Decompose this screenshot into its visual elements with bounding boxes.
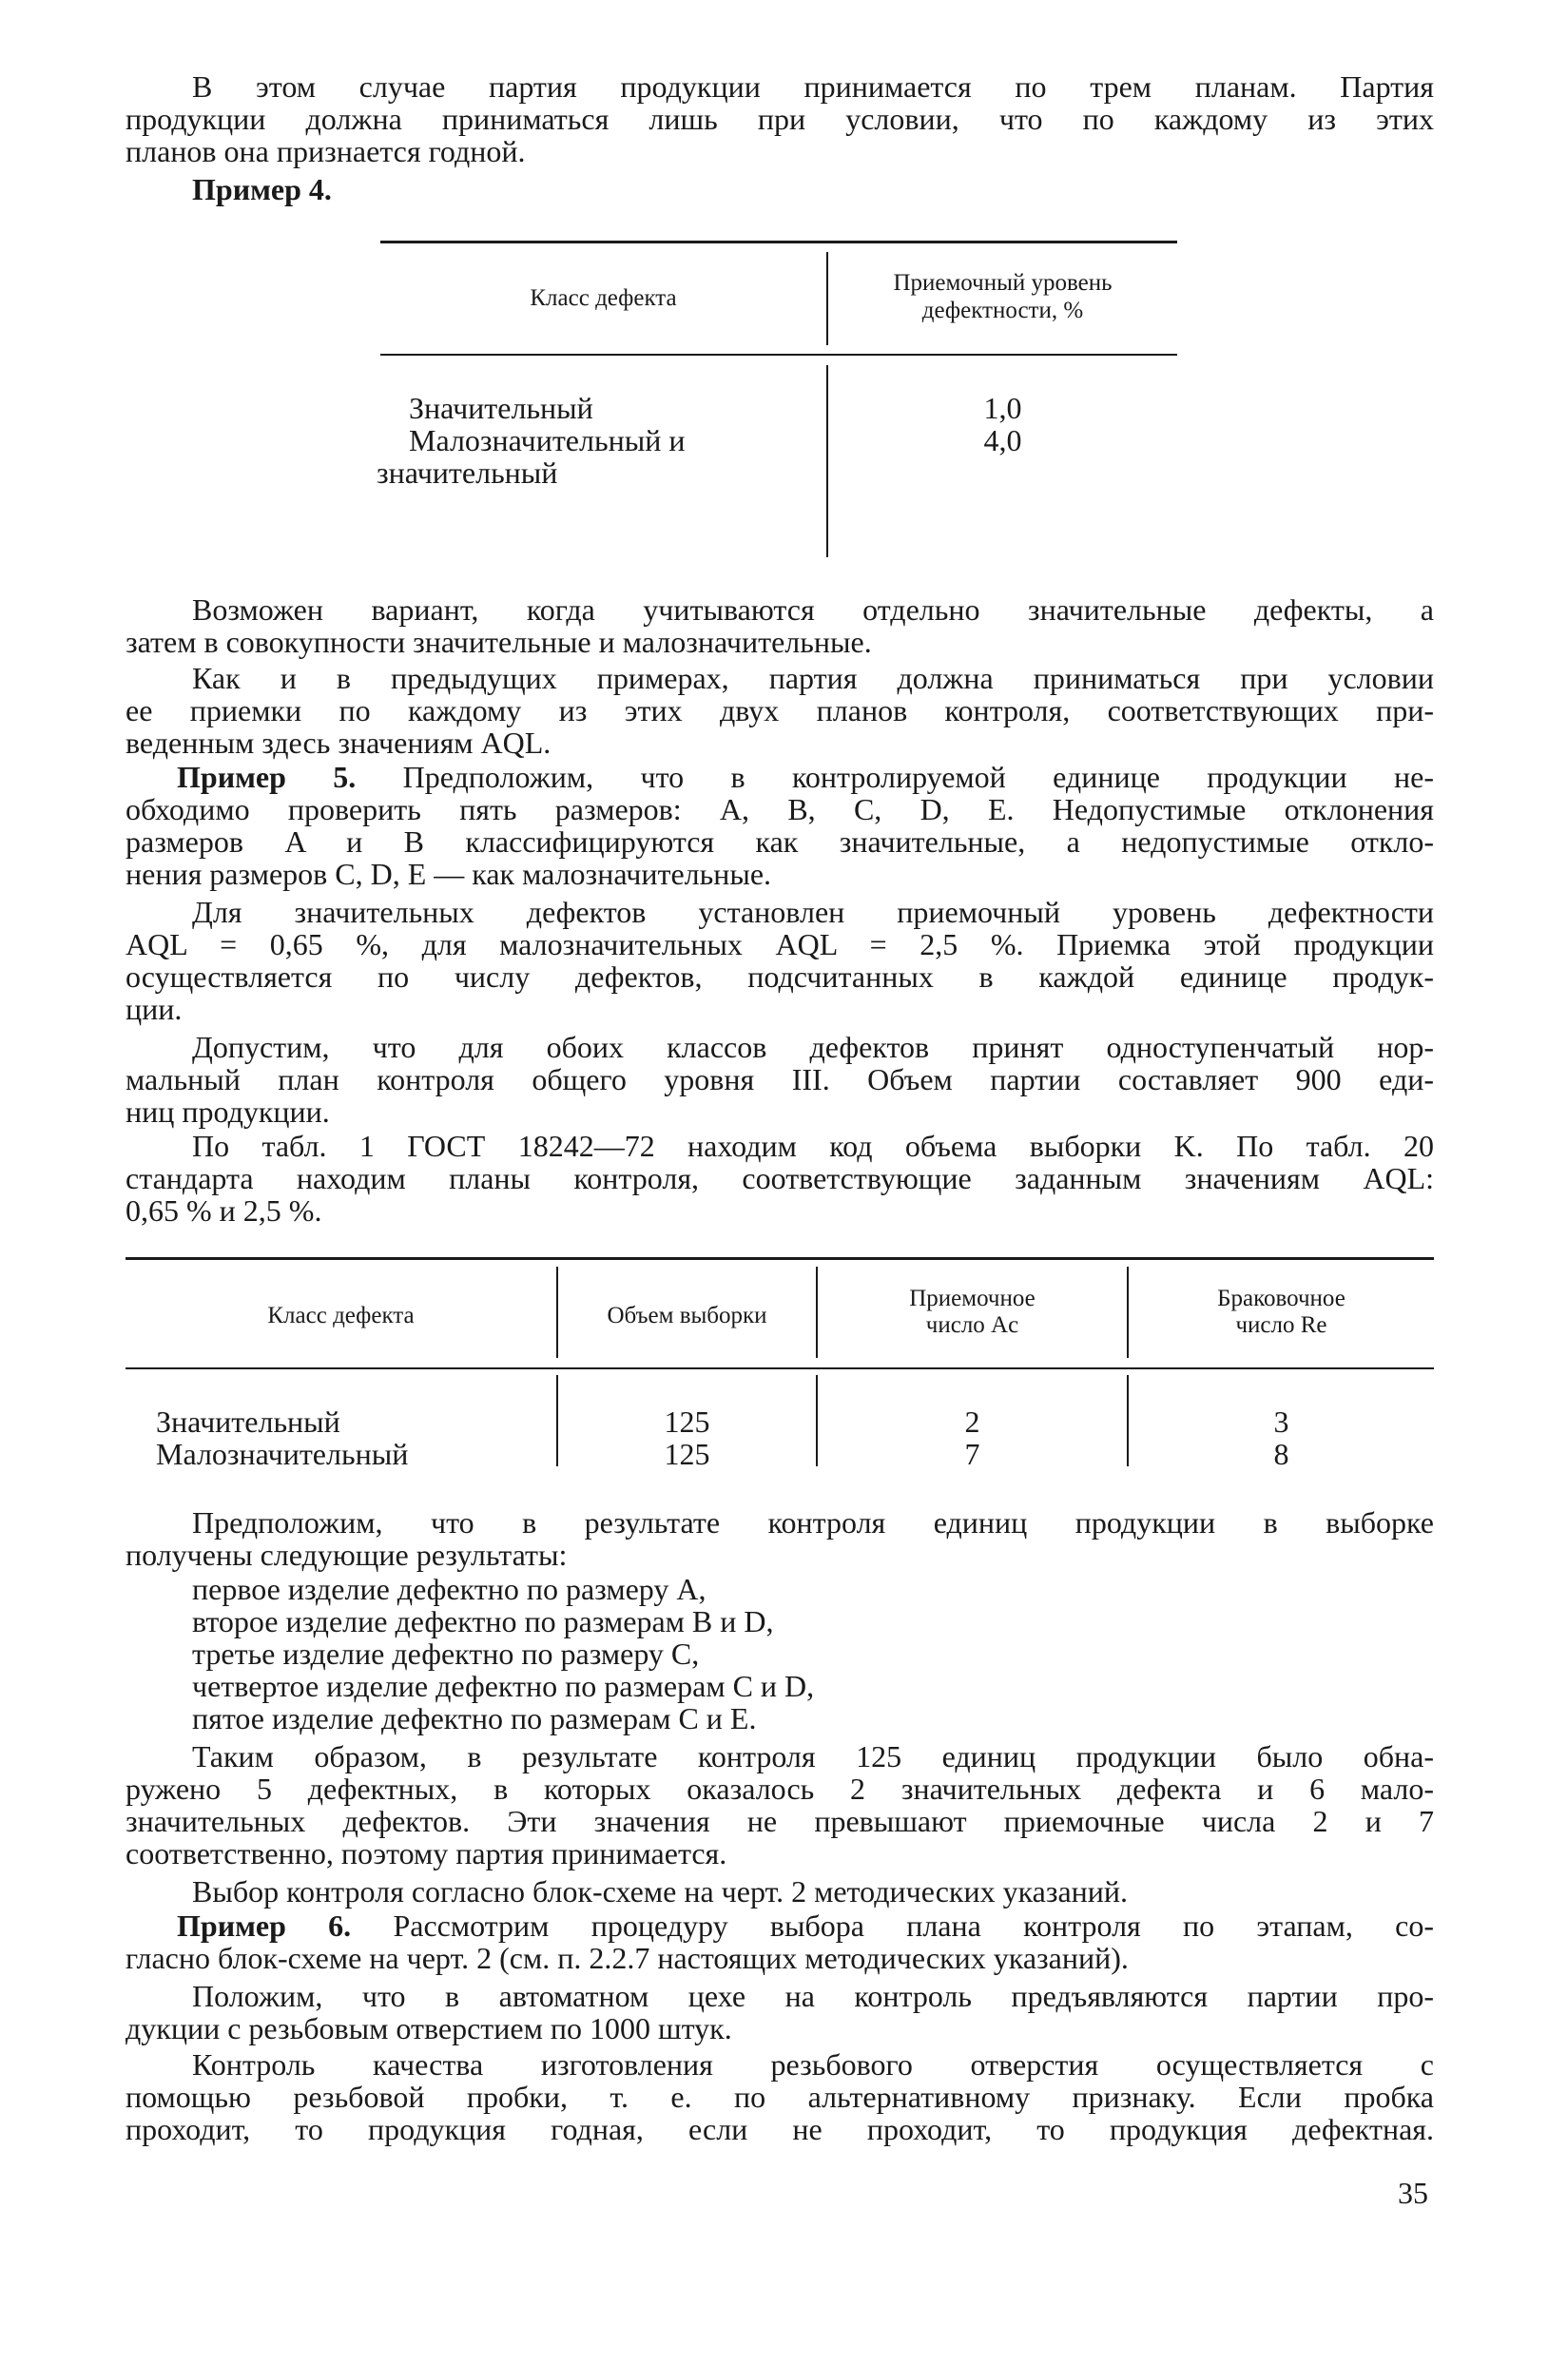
table2-header-rule [126,1367,1434,1369]
table2-row-re: 8 [1273,1437,1289,1471]
table1-row-class: Малозначительный и [409,423,686,457]
table1-row-class: значительный [377,455,558,490]
table2-row-ac: 2 [964,1405,980,1439]
table2-row-ac: 7 [964,1437,980,1471]
table1-header-level-1: Приемочный уровень [893,270,1113,296]
para-i-line-1: Положим, что в автоматном цехе на контроль предъявляются партии про- [192,1979,1434,2013]
intro-line-1: В этом случае партия продукции принимается по трем планам. Партия [192,69,1434,104]
table2-header-rejection-1: Браковочное [1217,1286,1345,1311]
table2-row-sample: 125 [664,1437,710,1471]
intro-line-3: планов она признается годной. [126,134,526,168]
para-c-line-4: ции. [126,992,183,1026]
defect-list-item: второе изделие дефектно по размерам B и D, [192,1604,774,1638]
defect-list-item: пятое изделие дефектно по размерам C и E. [192,1701,757,1735]
para-c-line-2: AQL = 0,65 %, для малозначительных AQL = 2,5 %. Приемка этой продукции [126,927,1434,961]
para-e-line-3: 0,65 % и 2,5 %. [126,1193,322,1228]
defect-list-item: первое изделие дефектно по размеру A, [192,1572,707,1606]
para-e-line-2: стандарта находим планы контроля, соответствующие заданным значениям AQL: [126,1161,1434,1195]
para-f-line-2: получены следующие результаты: [126,1538,568,1572]
para-g-line-2: ружено 5 дефектных, в которых оказалось 2 значительных дефекта и 6 мало- [126,1772,1434,1806]
para-g-line-3: значительных дефектов. Эти значения не превышают приемочные числа 2 и 7 [126,1804,1434,1838]
example-4-label: Пример 4. [192,172,332,206]
para-b-line-3: веденным здесь значениям AQL. [126,726,552,760]
table2-row-sample: 125 [664,1405,710,1439]
para-d-line-2: мальный план контроля общего уровня III. Объем партии составляет 900 еди- [126,1062,1434,1096]
table2-header-sample-size: Объем выборки [607,1303,767,1328]
example-5-line-2: обходимо проверить пять размеров: A, B, C, D, E. Недопустимые отклонения [126,792,1434,826]
para-h: Выбор контроля согласно блок-схеме на черт. 2 методических указаний. [192,1874,1129,1909]
example-6-line-1: Пример 6. Рассмотрим процедуру выбора плана контроля по этапам, со- [177,1909,1435,1943]
table2-header-rejection-2: число Re [1235,1312,1327,1338]
example-5-line-3: размеров A и B классифицируются как значительные, а недопустимые откло- [126,824,1434,859]
para-e-line-1: По табл. 1 ГОСТ 18242—72 находим код объема выборки K. По табл. 20 [192,1129,1434,1163]
para-j-line-2: помощью резьбовой пробки, т. е. по альтернативному признаку. Если пробка [126,2080,1434,2114]
table2-top-rule [126,1257,1434,1260]
table1-top-rule [380,241,1177,243]
intro-line-2: продукции должна приниматься лишь при условии, что по каждому из этих [126,102,1434,136]
para-a-line-2: затем в совокупности значительные и малозначительные. [126,625,872,659]
table1-row-class: Значительный [409,391,593,425]
defect-list-item: третье изделие дефектно по размеру C, [192,1637,700,1671]
table1-header-rule [380,354,1177,356]
para-g-line-4: соответственно, поэтому партия принимается. [126,1836,727,1870]
table2-header-class: Класс дефекта [267,1303,415,1328]
para-i-line-2: дукции с резьбовым отверстием по 1000 штук. [126,2011,732,2045]
para-b-line-1: Как и в предыдущих примерах, партия должна приниматься при условии [192,661,1434,695]
para-j-line-3: проходит, то продукция годная, если не проходит, то продукция дефектная. [126,2112,1434,2146]
page-number: 35 [1398,2176,1428,2210]
table2-row-class: Малозначительный [156,1437,409,1471]
table2-row-class: Значительный [156,1405,340,1439]
para-d-line-1: Допустим, что для обоих классов дефектов принят одноступенчатый нор- [192,1030,1434,1064]
para-d-line-3: ниц продукции. [126,1095,330,1129]
para-c-line-3: осуществляется по числу дефектов, подсчитанных в каждой единице продук- [126,959,1434,994]
para-b-line-2: ее приемки по каждому из этих двух планов контроля, соответствующих при- [126,693,1434,727]
table2-header-acceptance-2: число Ac [925,1312,1019,1338]
para-j-line-1: Контроль качества изготовления резьбового отверстия осуществляется с [192,2047,1434,2082]
para-g-line-1: Таким образом, в результате контроля 125 единиц продукции было обна- [192,1739,1434,1773]
table2-header-acceptance-1: Приемочное [909,1286,1036,1311]
para-c-line-1: Для значительных дефектов установлен приемочный уровень дефектности [192,895,1434,929]
table1-row-value: 1,0 [983,391,1022,425]
para-a-line-1: Возможен вариант, когда учитываются отдельно значительные дефекты, а [192,592,1434,627]
defect-list-item: четвертое изделие дефектно по размерам C и D, [192,1669,815,1703]
example-5-line-1: Пример 5. Предположим, что в контролируемой единице продукции не- [177,760,1435,794]
table1-header-class: Класс дефекта [530,285,677,311]
table2-row-re: 3 [1273,1405,1289,1439]
example-6-line-2: гласно блок-схеме на черт. 2 (см. п. 2.2.7 настоящих методических указаний). [126,1941,1129,1975]
table1-row-value: 4,0 [983,423,1022,457]
example-5-line-4: нения размеров C, D, E — как малозначительные. [126,857,772,891]
para-f-line-1: Предположим, что в результате контроля единиц продукции в выборке [192,1505,1434,1540]
table1-header-level-2: дефектности, % [921,298,1084,323]
